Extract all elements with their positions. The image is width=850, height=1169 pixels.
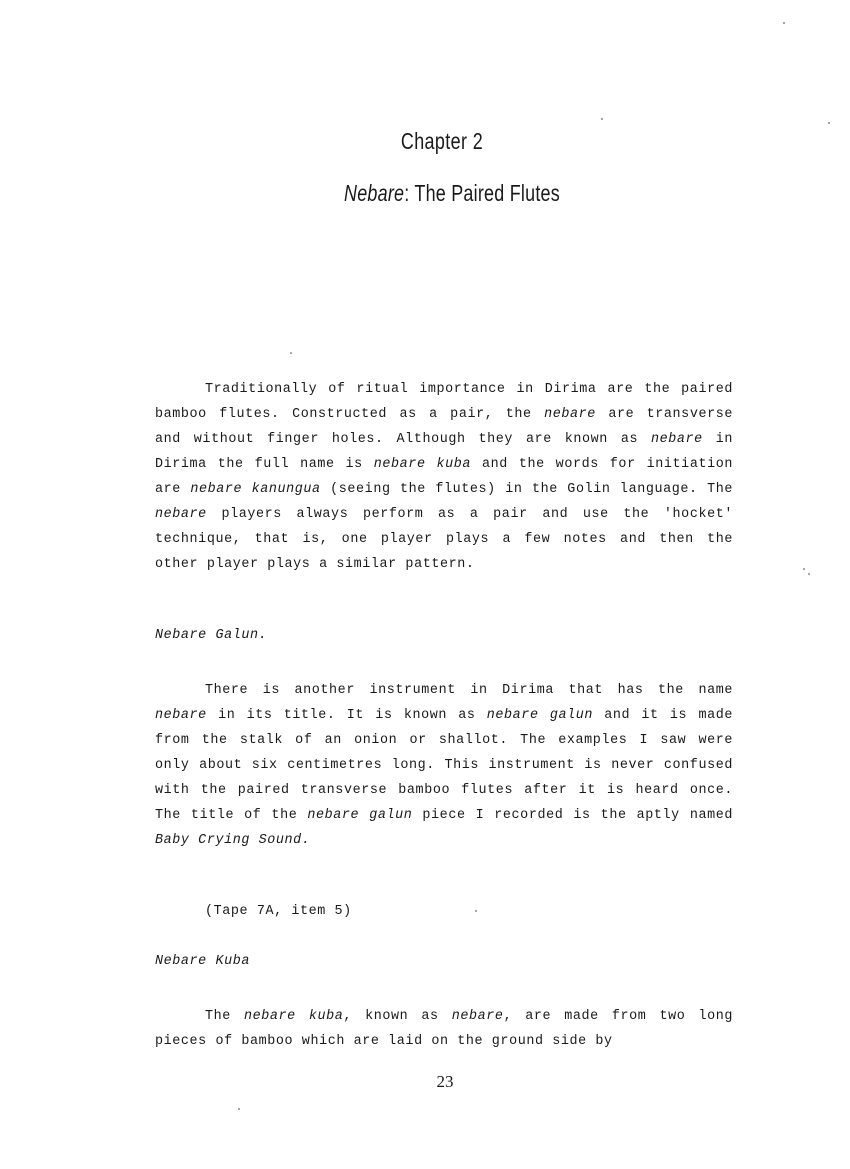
text-run: in its title. It is known as	[206, 708, 487, 723]
scan-speck	[803, 568, 805, 570]
scan-speck	[808, 573, 810, 575]
italic-term: Baby Crying Sound.	[155, 833, 311, 848]
italic-term: nebare	[155, 507, 207, 522]
italic-term: nebare kanungua	[190, 482, 321, 497]
italic-term: nebare galun	[486, 708, 594, 723]
text-run: Traditionally of ritual importance in Dirima are the paired bamboo flutes. Constructed as a pair, the	[155, 382, 733, 422]
scan-speck	[290, 352, 292, 354]
scan-speck	[601, 118, 603, 120]
paragraph-galun	[155, 678, 733, 853]
paragraph-kuba	[155, 1004, 733, 1054]
chapter-title-rest: : The Paired Flutes	[404, 180, 560, 206]
tape-reference: (Tape 7A, item 5)	[205, 904, 352, 919]
page-number: 23	[436, 1072, 454, 1091]
text-run: (seeing the flutes) in the Golin language. The	[320, 482, 733, 497]
text-run: players always perform as a pair and use the 'hocket' technique, that is, one player plays a few notes and then the other player plays a similar pattern.	[155, 507, 733, 572]
text-run: , known as	[343, 1009, 452, 1024]
italic-term: nebare	[650, 432, 703, 447]
text-run: in Dirima the full name is	[155, 432, 733, 472]
scan-speck	[828, 122, 830, 124]
chapter-title-italic: Nebare	[344, 180, 405, 206]
italic-term: nebare galun	[307, 808, 413, 823]
italic-term: nebare	[451, 1009, 504, 1024]
text-run: are transverse and without finger holes. Although they are known as	[155, 407, 733, 447]
text-run: , are made from two long pieces of bamboo which are laid on the ground side by	[155, 1009, 733, 1049]
section-heading-galun: Nebare Galun.	[155, 628, 268, 643]
chapter-number: Chapter 2	[400, 128, 484, 154]
italic-term: nebare kuba	[243, 1009, 344, 1024]
scan-speck	[783, 22, 785, 24]
text-run: piece I recorded is the aptly named	[412, 808, 733, 823]
section-heading-kuba: Nebare Kuba	[155, 954, 250, 969]
scan-speck	[238, 1108, 240, 1110]
italic-term: nebare kuba	[373, 457, 472, 472]
text-run: and the words for initiation are	[155, 457, 733, 497]
text-run: There is another instrument in Dirima that has the name	[205, 683, 733, 698]
text-run: and it is made from the stalk of an onion or shallot. The examples I saw were only about six centimetres long. This instrument is never confused with the paired transverse bamboo flutes after it is heard once. The title of the	[155, 708, 733, 823]
text-run: The	[205, 1009, 244, 1024]
chapter-title	[99, 180, 804, 207]
italic-term: nebare	[155, 708, 207, 723]
italic-term: nebare	[544, 407, 596, 422]
paragraph-intro	[155, 377, 733, 577]
scan-speck	[475, 910, 477, 912]
